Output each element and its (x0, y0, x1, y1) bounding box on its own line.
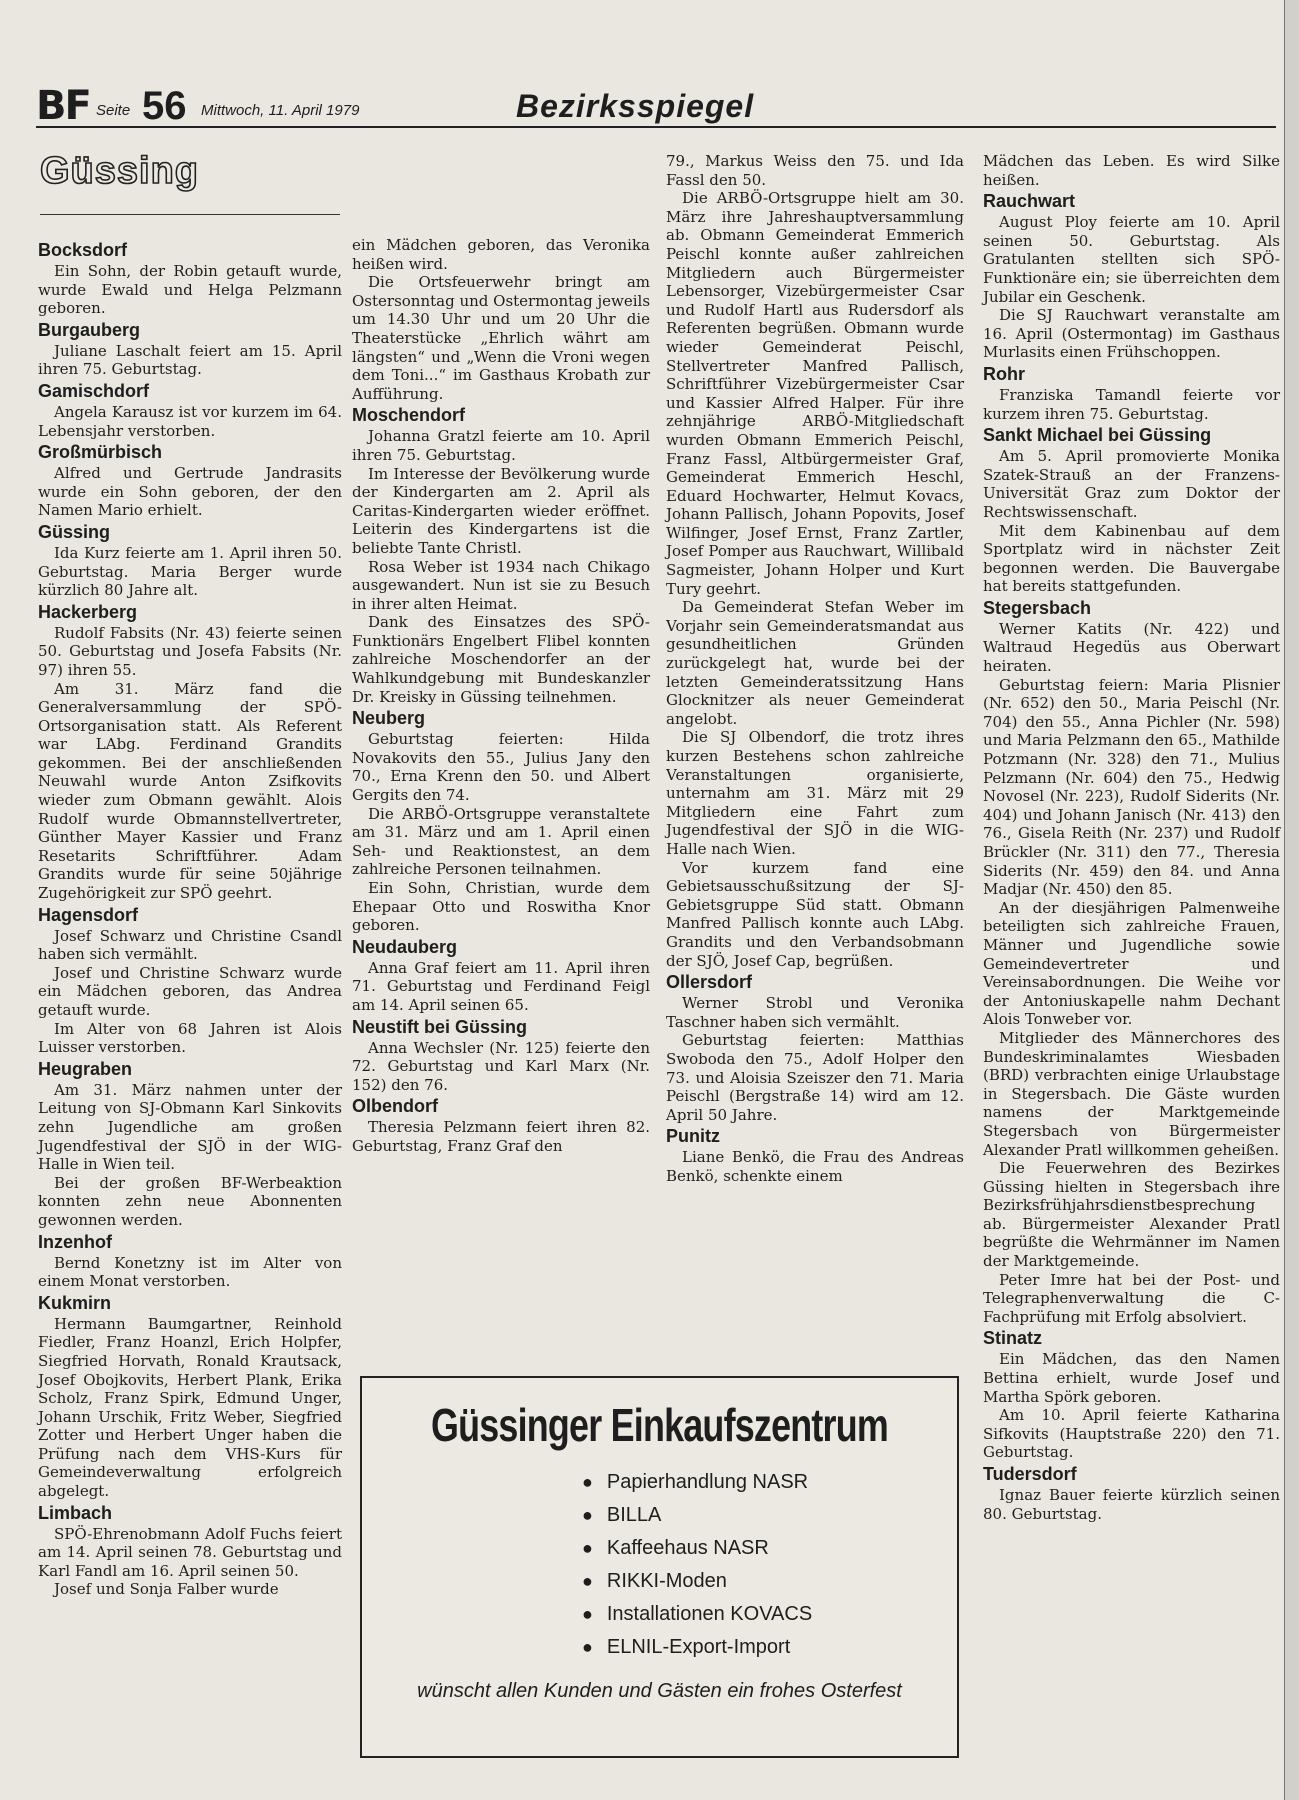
newspaper-logo: BF (36, 83, 90, 129)
locality-heading: Olbendorf (352, 1096, 438, 1117)
article-paragraph: Die ARBÖ-Ortsgruppe hielt am 30. März ihre Jahreshauptversammlung ab. Obmann Gemeinderat Emmerich Peischl konnte außer zahlreichen Mitgliedern auch Bürgermeister Lebensorger, Vizebürgermeister Csar und Rudolf Hartl aus Rudersdorf als Referenten begrüßen. Obmann wurde wieder Gemeinderat Peischl, Stellvertreter Manfred Pallisch, Schriftführer Vizebürgermeister Csar und Kassier Alfred Halper. Für ihre zehnjährige ARBÖ-Mitgliedschaft wurden Obmann Emmerich Peischl, Franz Fassl, Altbürgermeister Graf, Gemeinderat Emmerich Heschl, Eduard Hochwarter, Helmut Kovacs, Johann Pallisch, Johann Popovits, Josef Wilfinger, Josef Ernst, Franz Zartler, Josef Pomper aus Rauchwart, Willibald Sagmeister, Johann Holper und Kurt Tury geehrt. (666, 189, 964, 598)
ad-shop-item (582, 1598, 812, 1631)
article-paragraph: Johanna Gratzl feierte am 10. April ihren 75. Geburtstag. (352, 427, 650, 464)
article-paragraph: Bei der großen BF-Werbeaktion konnten zehn neue Abonnenten gewonnen werden. (38, 1173, 342, 1229)
article-paragraph: Die SJ Olbendorf, die trotz ihres kurzen Bestehens schon zahlreiche Veranstaltungen organisierte, unternahm am 31. März mit 29 Mitgliedern eine Fahrt zum Jugendfestival der SJÖ in die WIG-Halle nach Wien. (666, 728, 964, 858)
article-paragraph: Ida Kurz feierte am 1. April ihren 50. Geburtstag. Maria Berger wurde kürzlich 80 Jahre alt. (38, 543, 342, 600)
locality-heading: Neuberg (352, 708, 426, 729)
column-4 (983, 152, 1280, 1523)
article-paragraph: 79., Markus Weiss den 75. und Ida Fassl den 50. (666, 152, 964, 189)
ad-shop-name: ELNIL-Export-Import (606, 1636, 791, 1658)
page-header (36, 84, 1276, 132)
locality-heading: Bocksdorf (38, 240, 128, 260)
district-title: Güssing (40, 150, 200, 192)
locality-heading: Gamischdorf (38, 380, 150, 401)
locality-heading: Punitz (666, 1126, 720, 1147)
article-paragraph: Juliane Laschalt feiert am 15. April ihren 75. Geburtstag. (38, 341, 342, 379)
article-paragraph: Dank des Einsatzes des SPÖ-Funktionärs Engelbert Flibel konnten zahlreiche Moschendorfer an der Wahlkundgebung mit Bundeskanzler Dr. Kreisky in Güssing teilnehmen. (352, 613, 650, 706)
locality-heading: Hackerberg (38, 601, 138, 622)
article-paragraph: Die SJ Rauchwart veranstalte am 16. April (Ostermontag) im Gasthaus Murlasits einen Frühschoppen. (983, 306, 1280, 362)
article-paragraph: Am 5. April promovierte Monika Szatek-Strauß an der Franzens-Universität Graz zum Doktor der Rechtswissenschaft. (983, 447, 1280, 521)
article-paragraph: Ein Sohn, der Robin getauft wurde, wurde Ewald und Helga Pelzmann geboren. (38, 262, 342, 318)
locality-heading: Neudauberg (352, 936, 458, 957)
page-label: Seite (96, 102, 131, 119)
issue-date: Mittwoch, 11. April 1979 (201, 102, 360, 119)
article-paragraph: Liane Benkö, die Frau des Andreas Benkö, schenkte einem (666, 1148, 964, 1185)
article-paragraph: Alfred und Gertrude Jandrasits wurde ein Sohn geboren, der den Namen Mario erhielt. (38, 464, 342, 520)
page-number: 56 (142, 84, 187, 128)
bullet-icon: ● (582, 1637, 593, 1657)
locality-heading: Stegersbach (983, 597, 1092, 618)
ad-shop-name: Kaffeehaus NASR (606, 1537, 769, 1559)
locality-heading: Rohr (983, 363, 1025, 384)
article-paragraph: Josef Schwarz und Christine Csandl haben sich vermählt. (38, 926, 342, 964)
article-paragraph: Ein Sohn, Christian, wurde dem Ehepaar Otto und Roswitha Knor geboren. (352, 879, 650, 935)
article-paragraph: Franziska Tamandl feierte vor kurzem ihren 75. Geburtstag. (983, 385, 1280, 423)
bullet-icon: ● (582, 1538, 593, 1558)
article-paragraph: Ein Mädchen, das den Namen Bettina erhielt, wurde Josef und Martha Spörk geboren. (983, 1350, 1280, 1406)
article-paragraph: Hermann Baumgartner, Reinhold Fiedler, Franz Hoanzl, Erich Holpfer, Siegfried Horvath, Ronald Krautsack, Josef Obojkovits, Herbert Plank, Erika Scholz, Franz Spirk, Edmund Unger, Johann Urschik, Fritz Weber, Siegfried Zotter und Herbert Unger haben die Prüfung nach dem VHS-Kurs für Gemeindeverwaltung erfolgreich abgelegt. (38, 1314, 342, 1501)
article-paragraph: Josef und Sonja Falber wurde (54, 1580, 279, 1599)
locality-heading: Burgauberg (38, 319, 141, 340)
article-paragraph: Vor kurzem fand eine Gebietsausschußsitzung der SJ-Gebietsgruppe Süd statt. Obmann Manfred Pallisch konnte auch LAbg. Grandits und den Verbandsobmann der SJÖ, Josef Cap, begrüßen. (666, 858, 964, 970)
locality-heading: Großmürbisch (38, 442, 163, 463)
article-paragraph: Rosa Weber ist 1934 nach Chikago ausgewandert. Nun ist sie zu Besuch in ihrer alten Heimat. (352, 557, 650, 613)
locality-heading: Inzenhof (38, 1231, 112, 1252)
article-paragraph: Im Interesse der Bevölkerung wurde der Kindergarten am 2. April als Caritas-Kindergarten wieder eröffnet. Leiterin des Kindergartens ist die beliebte Tante Christl. (352, 464, 650, 557)
article-paragraph: Da Gemeinderat Stefan Weber im Vorjahr sein Gemeinderatsmandat aus gesundheitlichen Gründen zurückgelegt hat, wurde bei der letzten Gemeinderatssitzung Hans Glocknitzer als neuer Gemeinderat angelobt. (666, 598, 964, 728)
article-paragraph: Im Alter von 68 Jahren ist Alois Luisser verstorben. (38, 1019, 342, 1057)
bullet-icon: ● (582, 1604, 593, 1624)
article-paragraph: Mädchen das Leben. Es wird Silke heißen. (983, 152, 1280, 189)
article-paragraph: Theresia Pelzmann feiert ihren 82. Geburtstag, Franz Graf den (352, 1118, 650, 1155)
article-paragraph: ein Mädchen geboren, das Veronika heißen wird. (352, 236, 650, 273)
locality-heading: Kukmirn (38, 1292, 112, 1313)
article-paragraph: SPÖ-Ehrenobmann Adolf Fuchs feiert am 14. April seinen 78. Geburtstag und Karl Fandl am 16. April seinen 50. (38, 1524, 342, 1580)
locality-heading: Neustift bei Güssing (352, 1016, 528, 1037)
article-paragraph: Peter Imre hat bei der Post- und Telegraphenverwaltung die C-Fachprüfung mit Erfolg absolviert. (983, 1270, 1280, 1326)
locality-heading: Güssing (38, 521, 111, 542)
article-paragraph: Ignaz Bauer feierte kürzlich seinen 80. Geburtstag. (983, 1486, 1280, 1523)
ad-shop-name: Papierhandlung NASR (606, 1471, 809, 1493)
locality-heading: Stinatz (983, 1328, 1043, 1349)
ad-shop-item (582, 1565, 812, 1598)
article-paragraph: Geburtstag feierten: Hilda Novakovits den 55., Julius Jany den 70., Erna Krenn den 50. und Albert Gergits den 74. (352, 730, 650, 805)
locality-heading: Heugraben (38, 1058, 133, 1079)
article-paragraph: Josef und Christine Schwarz wurde ein Mädchen geboren, das Andrea getauft wurde. (38, 963, 342, 1019)
locality-heading: Tudersdorf (983, 1464, 1077, 1484)
article-paragraph: Am 31. März fand die Generalversammlung der SPÖ-Ortsorganisation statt. Als Referent war LAbg. Ferdinand Grandits gekommen. Bei der anschließenden Neuwahl wurde Anton Zsifkovits wieder zum Obmann gewählt. Alois Rudolf wurde Obmannstellvertreter, Günther Mayer Kassier und Franz Resetarits Schriftführer. Adam Grandits wurde für seine 50jährige Zugehörigkeit zur SPÖ geehrt. (38, 679, 342, 903)
article-paragraph: Mit dem Kabinenbau auf dem Sportplatz wird in nächster Zeit begonnen werden. Die Bauvergabe hat bereits stattgefunden. (983, 521, 1280, 596)
ad-shop-item (582, 1499, 812, 1532)
ad-shop-name: RIKKI-Moden (606, 1570, 727, 1592)
article-paragraph: An der diesjährigen Palmenweihe beteiligten sich zahlreiche Frauen, Männer und Jugendliche sowie Gemeindevertreter und Vereinsabordnungen. Die Weihe vor der Antoniuskapelle nahm Dechant Alois Tonweber vor. (983, 898, 1280, 1029)
bullet-icon: ● (582, 1571, 593, 1591)
page-edge (1284, 0, 1299, 1800)
ad-shop-name: BILLA (606, 1504, 662, 1526)
article-paragraph: Rudolf Fabsits (Nr. 43) feierte seinen 50. Geburtstag und Josefa Fabsits (Nr. 97) ihren 55. (38, 623, 342, 679)
article-paragraph: August Ploy feierte am 10. April seinen 50. Geburtstag. Als Gratulanten stellten sich SPÖ-Funktionäre ein; sie überreichten dem Jubilar ein Geschenk. (983, 213, 1280, 306)
article-paragraph: Bernd Konetzny ist im Alter von einem Monat verstorben. (38, 1253, 342, 1291)
article-paragraph: Mitglieder des Männerchores des Bundeskriminalamtes Wiesbaden (BRD) verbrachten einige Urlaubstage in Stegersbach. Die Gäste wurden namens der Marktgemeinde Stegersbach von Bürgermeister Alexander Pratl willkommen geheißen. (983, 1028, 1280, 1159)
article-paragraph: Die ARBÖ-Ortsgruppe veranstaltete am 31. März und am 1. April einen Seh- und Reaktionstest, an dem zahlreiche Personen teilnahmen. (352, 804, 650, 879)
locality-heading: Rauchwart (983, 191, 1076, 212)
article-paragraph: Die Feuerwehren des Bezirkes Güssing hielten in Stegersbach ihre Bezirksfrühjahrsdienstbesprechung ab. Bürgermeister Alexander Pratl begrüßte die Wehrmänner im Namen der Marktgemeinde. (983, 1159, 1280, 1271)
article-paragraph: Geburtstag feierten: Matthias Swoboda den 75., Adolf Holper den 73. und Aloisia Szeiszer den 71. Maria Peischl (Bergstraße 14) wird am 12. April 50 Jahre. (666, 1031, 964, 1124)
locality-heading: Moschendorf (352, 405, 466, 426)
article-paragraph: Am 31. März nahmen unter der Leitung von SJ-Obmann Karl Sinkovits zehn Jugendliche am großen Jugendfestival der SJÖ in der WIG-Halle in Wien teil. (38, 1080, 342, 1174)
ad-shop-item (582, 1532, 812, 1565)
ad-shop-list (582, 1466, 812, 1664)
ad-shop-item (582, 1466, 812, 1499)
article-paragraph: Werner Katits (Nr. 422) und Waltraud Hegedüs aus Oberwart heiraten. (983, 619, 1280, 676)
ad-slogan: wünscht allen Kunden und Gästen ein frohes Osterfest (417, 1680, 902, 1702)
header-rule (36, 126, 1276, 128)
bullet-icon: ● (582, 1505, 593, 1525)
section-name: Bezirksspiegel (516, 88, 755, 124)
column-1 (38, 238, 342, 1599)
ad-title: Güssinger Einkaufszentrum (430, 1399, 889, 1451)
column-2 (352, 236, 650, 1156)
article-paragraph: Am 10. April feierte Katharina Sifkovits (Hauptstraße 220) den 71. Geburtstag. (983, 1406, 1280, 1462)
article-paragraph: Anna Wechsler (Nr. 125) feierte den 72. Geburtstag und Karl Marx (Nr. 152) den 76. (352, 1038, 650, 1094)
ad-shop-name: Installationen KOVACS (606, 1603, 813, 1625)
article-paragraph: Die Ortsfeuerwehr bringt am Ostersonntag und Ostermontag jeweils um 14.30 Uhr und um 20 Uhr die Theaterstücke „Ehrlich währt am längsten“ und „Wenn die Vroni wegen dem Toni...“ im Gasthaus Krobath zur Aufführung. (352, 273, 651, 403)
locality-heading: Sankt Michael bei Güssing (983, 425, 1212, 446)
ad-shop-item (582, 1631, 812, 1664)
locality-heading: Hagensdorf (38, 904, 139, 925)
article-paragraph: Anna Graf feiert am 11. April ihren 71. Geburtstag und Ferdinand Feigl am 14. April seinen 65. (352, 958, 650, 1014)
article-paragraph: Angela Karausz ist vor kurzem im 64. Lebensjahr verstorben. (38, 402, 342, 440)
locality-heading: Limbach (38, 1502, 113, 1523)
locality-heading: Ollersdorf (666, 972, 753, 993)
district-title-rule (40, 214, 340, 215)
advertisement (360, 1376, 959, 1758)
column-3 (666, 152, 964, 1185)
bullet-icon: ● (582, 1472, 593, 1492)
article-paragraph: Geburtstag feiern: Maria Plisnier (Nr. 652) den 50., Maria Peischl (Nr. 704) den 55., Anna Pichler (Nr. 598) und Maria Pelzmann den 65., Mathilde Potzmann (Nr. 328) den 71., Mulius Pelzmann (Nr. 604) den 75., Hedwig Novosel (Nr. 223), Rudolf Siderits (Nr. 404) und Johann Janisch (Nr. 413) den 76., Gisela Reith (Nr. 237) und Rudolf Brückler (Nr. 311) den 77., Theresia Siderits (Nr. 459) den 84. und Anna Madjar (Nr. 450) den 85. (983, 675, 1280, 899)
article-paragraph: Werner Strobl und Veronika Taschner haben sich vermählt. (666, 994, 964, 1031)
